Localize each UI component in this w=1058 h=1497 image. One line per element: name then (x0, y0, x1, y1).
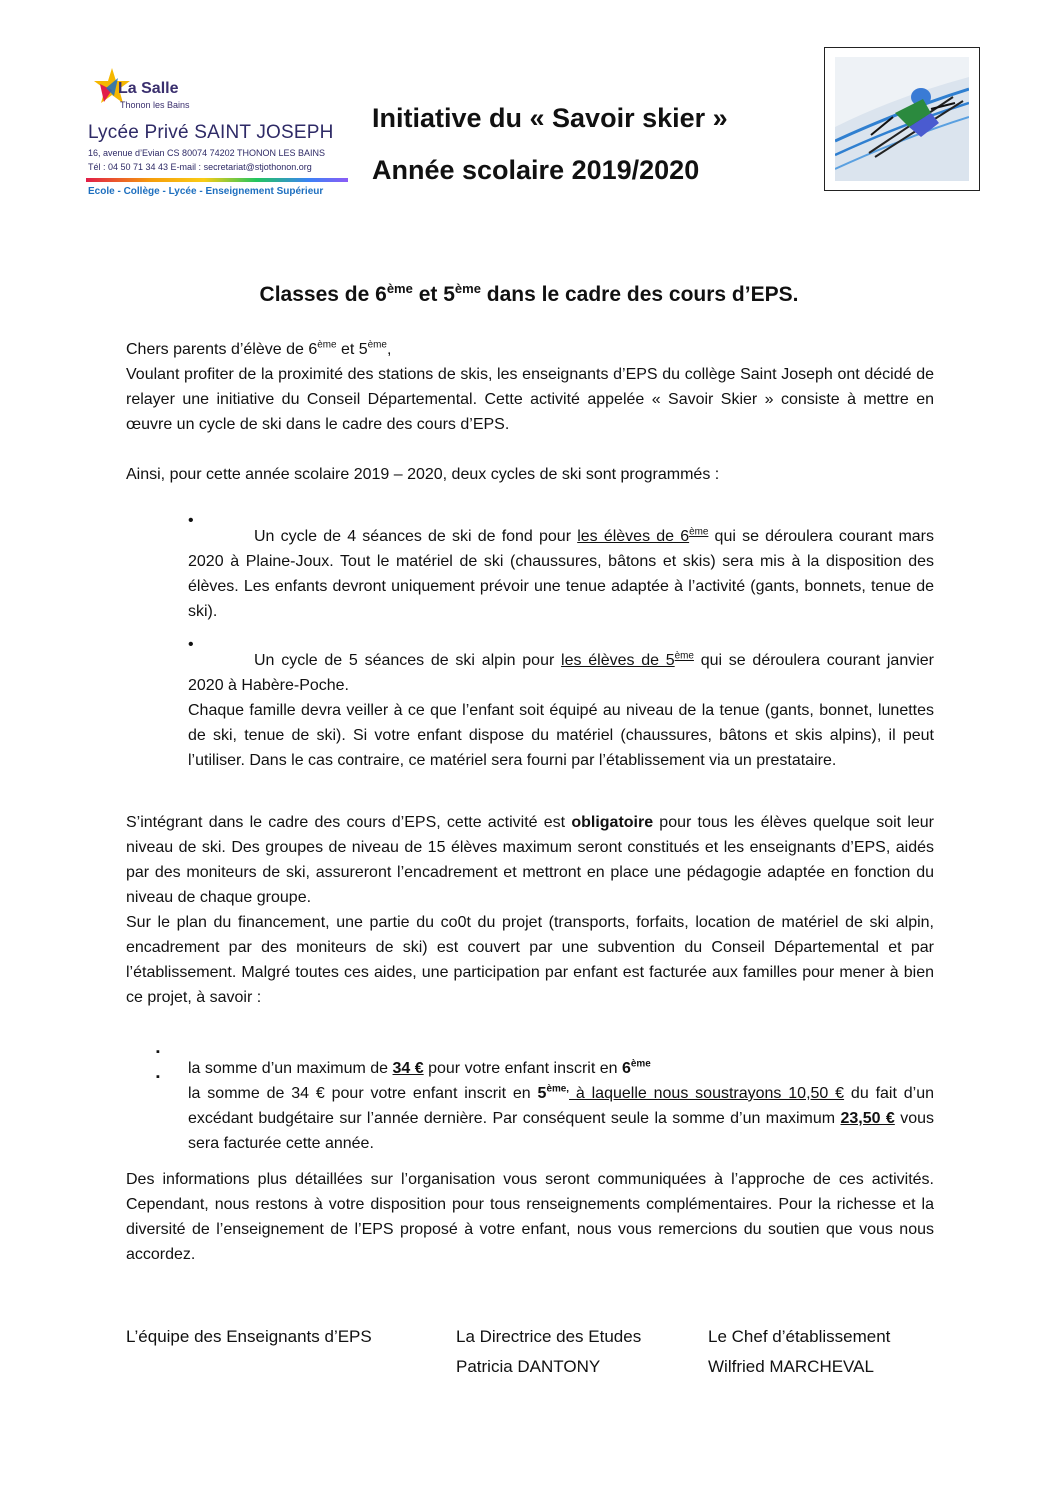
skier-photo (824, 47, 980, 191)
logo-contact: Tél : 04 50 71 34 43 E-mail : secretariat@stjothonon.org (88, 162, 312, 172)
greeting-prefix: Chers parents d’élève de 6 (126, 341, 318, 358)
greeting-sup-1: ème (317, 339, 337, 351)
skier-image-icon (835, 57, 969, 181)
logo-levels: Ecole - Collège - Lycée - Enseignement Supérieur (88, 186, 324, 197)
price1-grade: 6 (621, 1060, 631, 1077)
logo-brand: La Salle (118, 80, 179, 97)
section-mid: et 5 (412, 283, 455, 306)
cycle1-sup: ème (689, 526, 709, 538)
logo-brand-sub: Thonon les Bains (120, 100, 190, 110)
signature-team: L’équipe des Enseignants d’EPS (126, 1327, 372, 1346)
signature-director-title: La Directrice des Etudes (456, 1327, 642, 1346)
greeting (126, 337, 391, 362)
signature-director-name: Patricia DANTONY (456, 1357, 601, 1376)
cycle1-after: qui se déroulera courant mars 2020 à Plaine-Joux. Tout le matériel de ski (chaussures, bâtons et skis) sera mis à la disposition des élèves. Les enfants devront uniquement prévoir une tenue adaptée à l’activité (gants, bonnets, tenue de ski). (188, 528, 935, 620)
cycle1-paragraph (188, 524, 934, 624)
cycle2-paragraph (188, 648, 934, 698)
financing-paragraph: Sur le plan du financement, une partie du co0t du projet (transports, forfaits, location de matériel de ski alpin, encadrement par des moniteurs de ski) est couvert par une subvention du Conseil Départemental et par l’établissement. Malgré toutes ces aides, une participation par enfant est facturée aux familles pour mener à bien ce projet, à savoir : (126, 914, 934, 1006)
price1-item (188, 1056, 934, 1081)
document-title (372, 92, 792, 196)
logo-school-name: Lycée Privé SAINT JOSEPH (88, 122, 334, 143)
cycle2-underlined: les élèves de 5 (561, 652, 675, 669)
mandatory-paragraph (126, 810, 934, 910)
logo-color-bar (86, 178, 348, 182)
price2-underlined: à laquelle nous soustrayons 10,50 € (569, 1085, 845, 1102)
mandatory-bold: obligatoire (571, 814, 654, 831)
title-line-2: Année scolaire 2019/2020 (372, 155, 700, 185)
price2-end: vous sera facturée cette année. (188, 1110, 935, 1152)
logo-address: 16, avenue d’Evian CS 80074 74202 THONON LES BAINS (88, 148, 325, 158)
cycle2-bullet: • (188, 636, 194, 653)
price2-bullet: ▪ (156, 1071, 160, 1083)
price1-before: la somme d’un maximum de (188, 1060, 393, 1077)
section-heading (0, 283, 1058, 307)
cycle1-underlined: les élèves de 6 (577, 528, 690, 545)
cycles-intro: Ainsi, pour cette année scolaire 2019 – 2020, deux cycles de ski sont programmés : (126, 466, 720, 483)
price1-amount: 34 € (392, 1060, 424, 1077)
price2-item (188, 1081, 934, 1156)
section-sup-2: ème (454, 281, 481, 296)
cycle2-sup: ème (674, 650, 694, 662)
price2-sup: ème, (546, 1083, 570, 1095)
closing-paragraph: Des informations plus détaillées sur l’organisation vous seront communiquées à l’approche de ces activités. Cependant, nous restons à votre disposition pour tous renseignements complémentaires. Pour la richesse et la diversité de l’enseignement de l’EPS proposé à votre enfant, nous vous remercions du soutien que vous nous accordez. (126, 1171, 934, 1263)
price1-bullet: ▪ (156, 1046, 160, 1058)
price1-mid: pour votre enfant inscrit en (423, 1060, 622, 1077)
price2-grade: 5 (537, 1085, 547, 1102)
greeting-suffix: , (386, 341, 392, 358)
section-prefix: Classes de 6 (259, 283, 387, 306)
school-logo (86, 66, 356, 202)
signature-head-title: Le Chef d’établissement (708, 1327, 891, 1346)
signature-head-name: Wilfried MARCHEVAL (708, 1357, 874, 1376)
title-line-1: Initiative du « Savoir skier » (372, 103, 728, 133)
price2-amount: 23,50 € (840, 1110, 895, 1127)
intro-paragraph: Voulant profiter de la proximité des stations de skis, les enseignants d’EPS du collège Saint Joseph ont décidé de relayer une initiative du Conseil Départemental. Cette activité appelée « Savoir Skier » consiste à mettre en œuvre un cycle de ski dans le cadre des cours d’EPS. (126, 366, 934, 433)
mandatory-before: S’intégrant dans le cadre des cours d’EPS, cette activité est (126, 814, 572, 831)
price2-after: du fait d’un excédant budgétaire sur l’année dernière. Par conséquent seule la somme d’un maximum (188, 1085, 935, 1127)
cycle2-after: qui se déroulera courant janvier 2020 à Habère-Poche. (188, 652, 935, 694)
cycle2-before: Un cycle de 5 séances de ski alpin pour (254, 652, 562, 669)
price2-before: la somme de 34 € pour votre enfant inscrit en (188, 1085, 538, 1102)
mandatory-after: pour tous les élèves quelque soit leur niveau de ski. Des groupes de niveau de 15 élèves maximum seront constitués et les enseignants d’EPS, aidés par des moniteurs de ski, assureront l’encadrement et mettront en place une pédagogie adaptée en fonction du niveau de chaque groupe. (126, 814, 935, 906)
greeting-sup-2: ème (367, 339, 387, 351)
price1-sup: ème (630, 1058, 651, 1070)
greeting-mid: et 5 (336, 341, 368, 358)
section-suffix: dans le cadre des cours d’EPS. (480, 283, 799, 306)
cycle1-bullet: • (188, 512, 194, 529)
cycle1-before: Un cycle de 4 séances de ski de fond pour (254, 528, 578, 545)
section-sup-1: ème (386, 281, 413, 296)
cycle2-equipment: Chaque famille devra veiller à ce que l’enfant soit équipé au niveau de la tenue (gants, bonnet, lunettes de ski, tenue de ski). Si votre enfant dispose du matériel (chaussures, bâtons et skis alpins), il peut l’utiliser. Dans le cas contraire, ce matériel sera fourni par l’établissement via un prestataire. (188, 702, 934, 769)
